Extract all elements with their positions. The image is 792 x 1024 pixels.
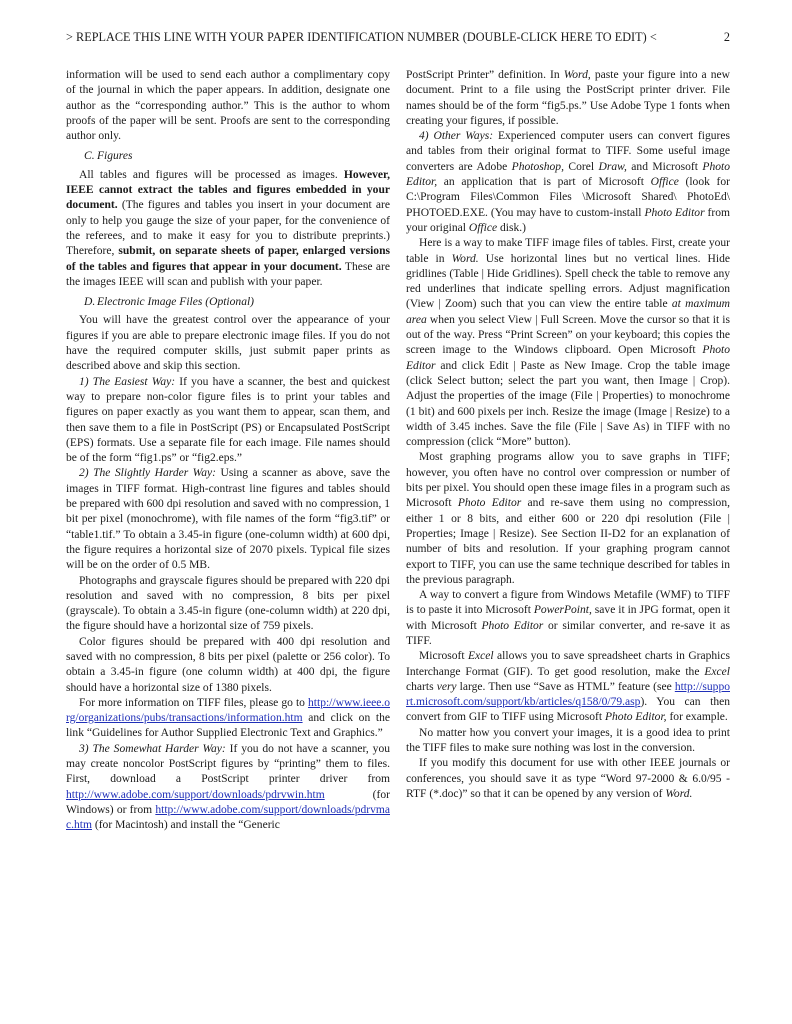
paragraph-save-rtf: If you modify this document for use with other IEEE journals or conferences, you should save it as type “Word 97-2000 & 6.0/95 - RTF (*.doc)” so that it can be opened by any version of Word. xyxy=(406,757,730,800)
adobe-windows-driver-link[interactable]: http://www.adobe.com/support/downloads/pdrvwin.htm xyxy=(66,788,325,801)
paragraph-table-tiff: Here is a way to make TIFF image files of tables. First, create your table in Word. Use horizontal lines but no vertical lines. Hide gridlines (Table | Hide Gridlines). Spell check the table to remove any red underlines that indicate spelling errors. Adjust magnification (View | Zoom) such that you can view the entire table at maximum area when you select View | Full Screen. Move the cursor so that it is out of the way. Press “Print Screen” on your keyboard; this copies the screen image to the Windows clipboard. Open Microsoft Photo Editor and click Edit | Paste as New Image. Crop the table image (click Select button; select the part you want, then Image | Crop). Adjust the properties of the image (File | Properties) to monochrome (1 bit) and 600 pixels per inch. Resize the image (Image | Resize) to a width of 3.45 inches. Save the file (File | Save As) in TIFF with no compression (click “More” button). xyxy=(406,237,731,449)
section-heading-electronic-image-files: D. Electronic Image Files (Optional) xyxy=(84,296,255,309)
paper-id-header[interactable]: > REPLACE THIS LINE WITH YOUR PAPER IDENTIFICATION NUMBER (DOUBLE-CLICK HERE TO EDIT) < xyxy=(66,30,657,44)
ieee-info-link[interactable]: http://www.ieee.org/organizations/pubs/transactions/information.htm xyxy=(66,696,390,725)
page-header xyxy=(66,30,730,48)
section-heading-figures: C. Figures xyxy=(84,150,133,163)
paragraph-wmf-convert: A way to convert a figure from Windows Metafile (WMF) to TIFF is to paste it into Microsoft PowerPoint, save it in JPG format, open it with Microsoft Photo Editor or similar converter, and re-save it as TIFF. xyxy=(406,589,731,647)
paragraph-graphing-programs: Most graphing programs allow you to save graphs in TIFF; however, you often have no control over compression or number of bits per pixel. You should open these image files in a program such as Microsoft Photo Editor and re-save them using no compression, either 1 or 8 bits, and either 600 or 220 dpi resolution (File | Properties; Image | Resize). See Section II-D2 for an explanation of number of bits and resolution. If your graphing program cannot export to TIFF, you can use the same technique described for tables in the previous paragraph. xyxy=(406,451,730,586)
paragraph-figures: All tables and figures will be processed as images. However, IEEE cannot extract the tables and figures embedded in your document. (The figures and tables you insert in your document are only to help you gauge the size of your paper, for the convenience of the referees, and to make it easy for you to distribute preprints.) Therefore, submit, on separate sheets of paper, enlarged versions of the tables and figures that appear in your document. These are the images IEEE will scan and publish with your paper. xyxy=(66,168,390,288)
left-column xyxy=(66,68,390,834)
right-column xyxy=(406,68,730,802)
paragraph-somewhat-harder-way: 3) The Somewhat Harder Way: If you do not have a scanner, you may create noncolor PostScript figures by “printing” them to files. First, download a PostScript printer driver from http://www.adobe.com/support/downloads/pdrvwin.htm (for Windows) or from http://www.adobe.com/support/downloads/pdrvmac.htm (for Macintosh) and install the “Generic xyxy=(66,742,391,832)
paragraph-grayscale: Photographs and grayscale figures should be prepared with 220 dpi resolution and saved with no compression, 8 bits per pixel (grayscale). To obtain a 3.45-in figure (one-column width) at 220 dpi, the figure should have a horizontal size of 759 pixels. xyxy=(66,574,390,633)
paragraph-tiff-info: For more information on TIFF files, please go to http://www.ieee.org/organizations/pubs/transactions/information.htm and click on the link “Guidelines for Author Supplied Electronic Text and Graphics.” xyxy=(66,696,390,740)
paragraph-easiest-way: 1) The Easiest Way: If you have a scanner, the best and quickest way to prepare non-color figure files is to print your tables and figures on paper exactly as you want them to appear, scan them, and then save them to a file in PostScript (PS) or Encapsulated PostScript (EPS) formats. Use a separate file for each image. File names should be of the form “fig1.ps” or “fig2.eps.” xyxy=(66,375,390,465)
microsoft-kb-link[interactable]: http://support.microsoft.com/support/kb/articles/q158/0/79.asp xyxy=(406,680,730,709)
paragraph-other-ways: 4) Other Ways: Experienced computer users can convert figures and tables from their original format to TIFF. Some useful image converters are Adobe Photoshop, Corel Draw, and Microsoft Photo Editor, an application that is part of Microsoft Office (look for C:\Program Files\Common Files \Microsoft Shared\ PhotoEd\ PHOTOED.EXE. (You may have to custom-install Photo Editor from your original Office disk.) xyxy=(406,130,730,234)
paragraph-slightly-harder-way: 2) The Slightly Harder Way: Using a scanner as above, save the images in TIFF format. High-contrast line figures and tables should be prepared with 600 dpi resolution and saved with no compression, 1 bit per pixel (monochrome), with file names of the form “fig3.tif” or “table1.tif.” To obtain a 3.45-in figure (one-column width) at 600 dpi, the figure requires a horizontal size of 2070 pixels. Typical file sizes will be on the order of 0.5 MB. xyxy=(66,467,390,572)
paragraph-color: Color figures should be prepared with 400 dpi resolution and saved with no compression, 8 bits per pixel (palette or 256 color). To obtain a 3.45-in figure (one column width) at 400 dpi, the figure should have a horizontal size of 1380 pixels. xyxy=(66,635,390,694)
paragraph-excel-charts: Microsoft Excel allows you to save spreadsheet charts in Graphics Interchange Format (GIF). To get good resolution, make the Excel charts very large. Then use “Save as HTML” feature (see http://support.microsoft.com/support/kb/articles/q158/0/79.asp). You can then convert from GIF to TIFF using Microsoft Photo Editor, for example. xyxy=(406,650,731,724)
paragraph-postscript-cont: PostScript Printer” definition. In Word, paste your figure into a new document. Print to a file using the PostScript printer driver. File names should be of the form “fig5.ps.” Use Adobe Type 1 fonts when creating your figures, if possible. xyxy=(406,69,730,127)
adobe-mac-driver-link[interactable]: http://www.adobe.com/support/downloads/pdrvmac.htm xyxy=(66,803,390,832)
paragraph-electronic-files: You will have the greatest control over the appearance of your figures if you are able to prepare electronic image files. If you do not have the required computer skills, just submit paper prints as described above and skip this section. xyxy=(66,314,390,373)
paragraph-conversion-check: No matter how you convert your images, it is a good idea to print the TIFF files to make sure nothing was lost in the conversion. xyxy=(406,726,730,755)
page-number: 2 xyxy=(723,30,730,44)
paragraph-author-info: information will be used to send each author a complimentary copy of the journal in which the paper appears. In addition, designate one author as the “corresponding author.” This is the author to whom proofs of the paper will be sent. Proofs are sent to the corresponding author only. xyxy=(66,69,390,143)
